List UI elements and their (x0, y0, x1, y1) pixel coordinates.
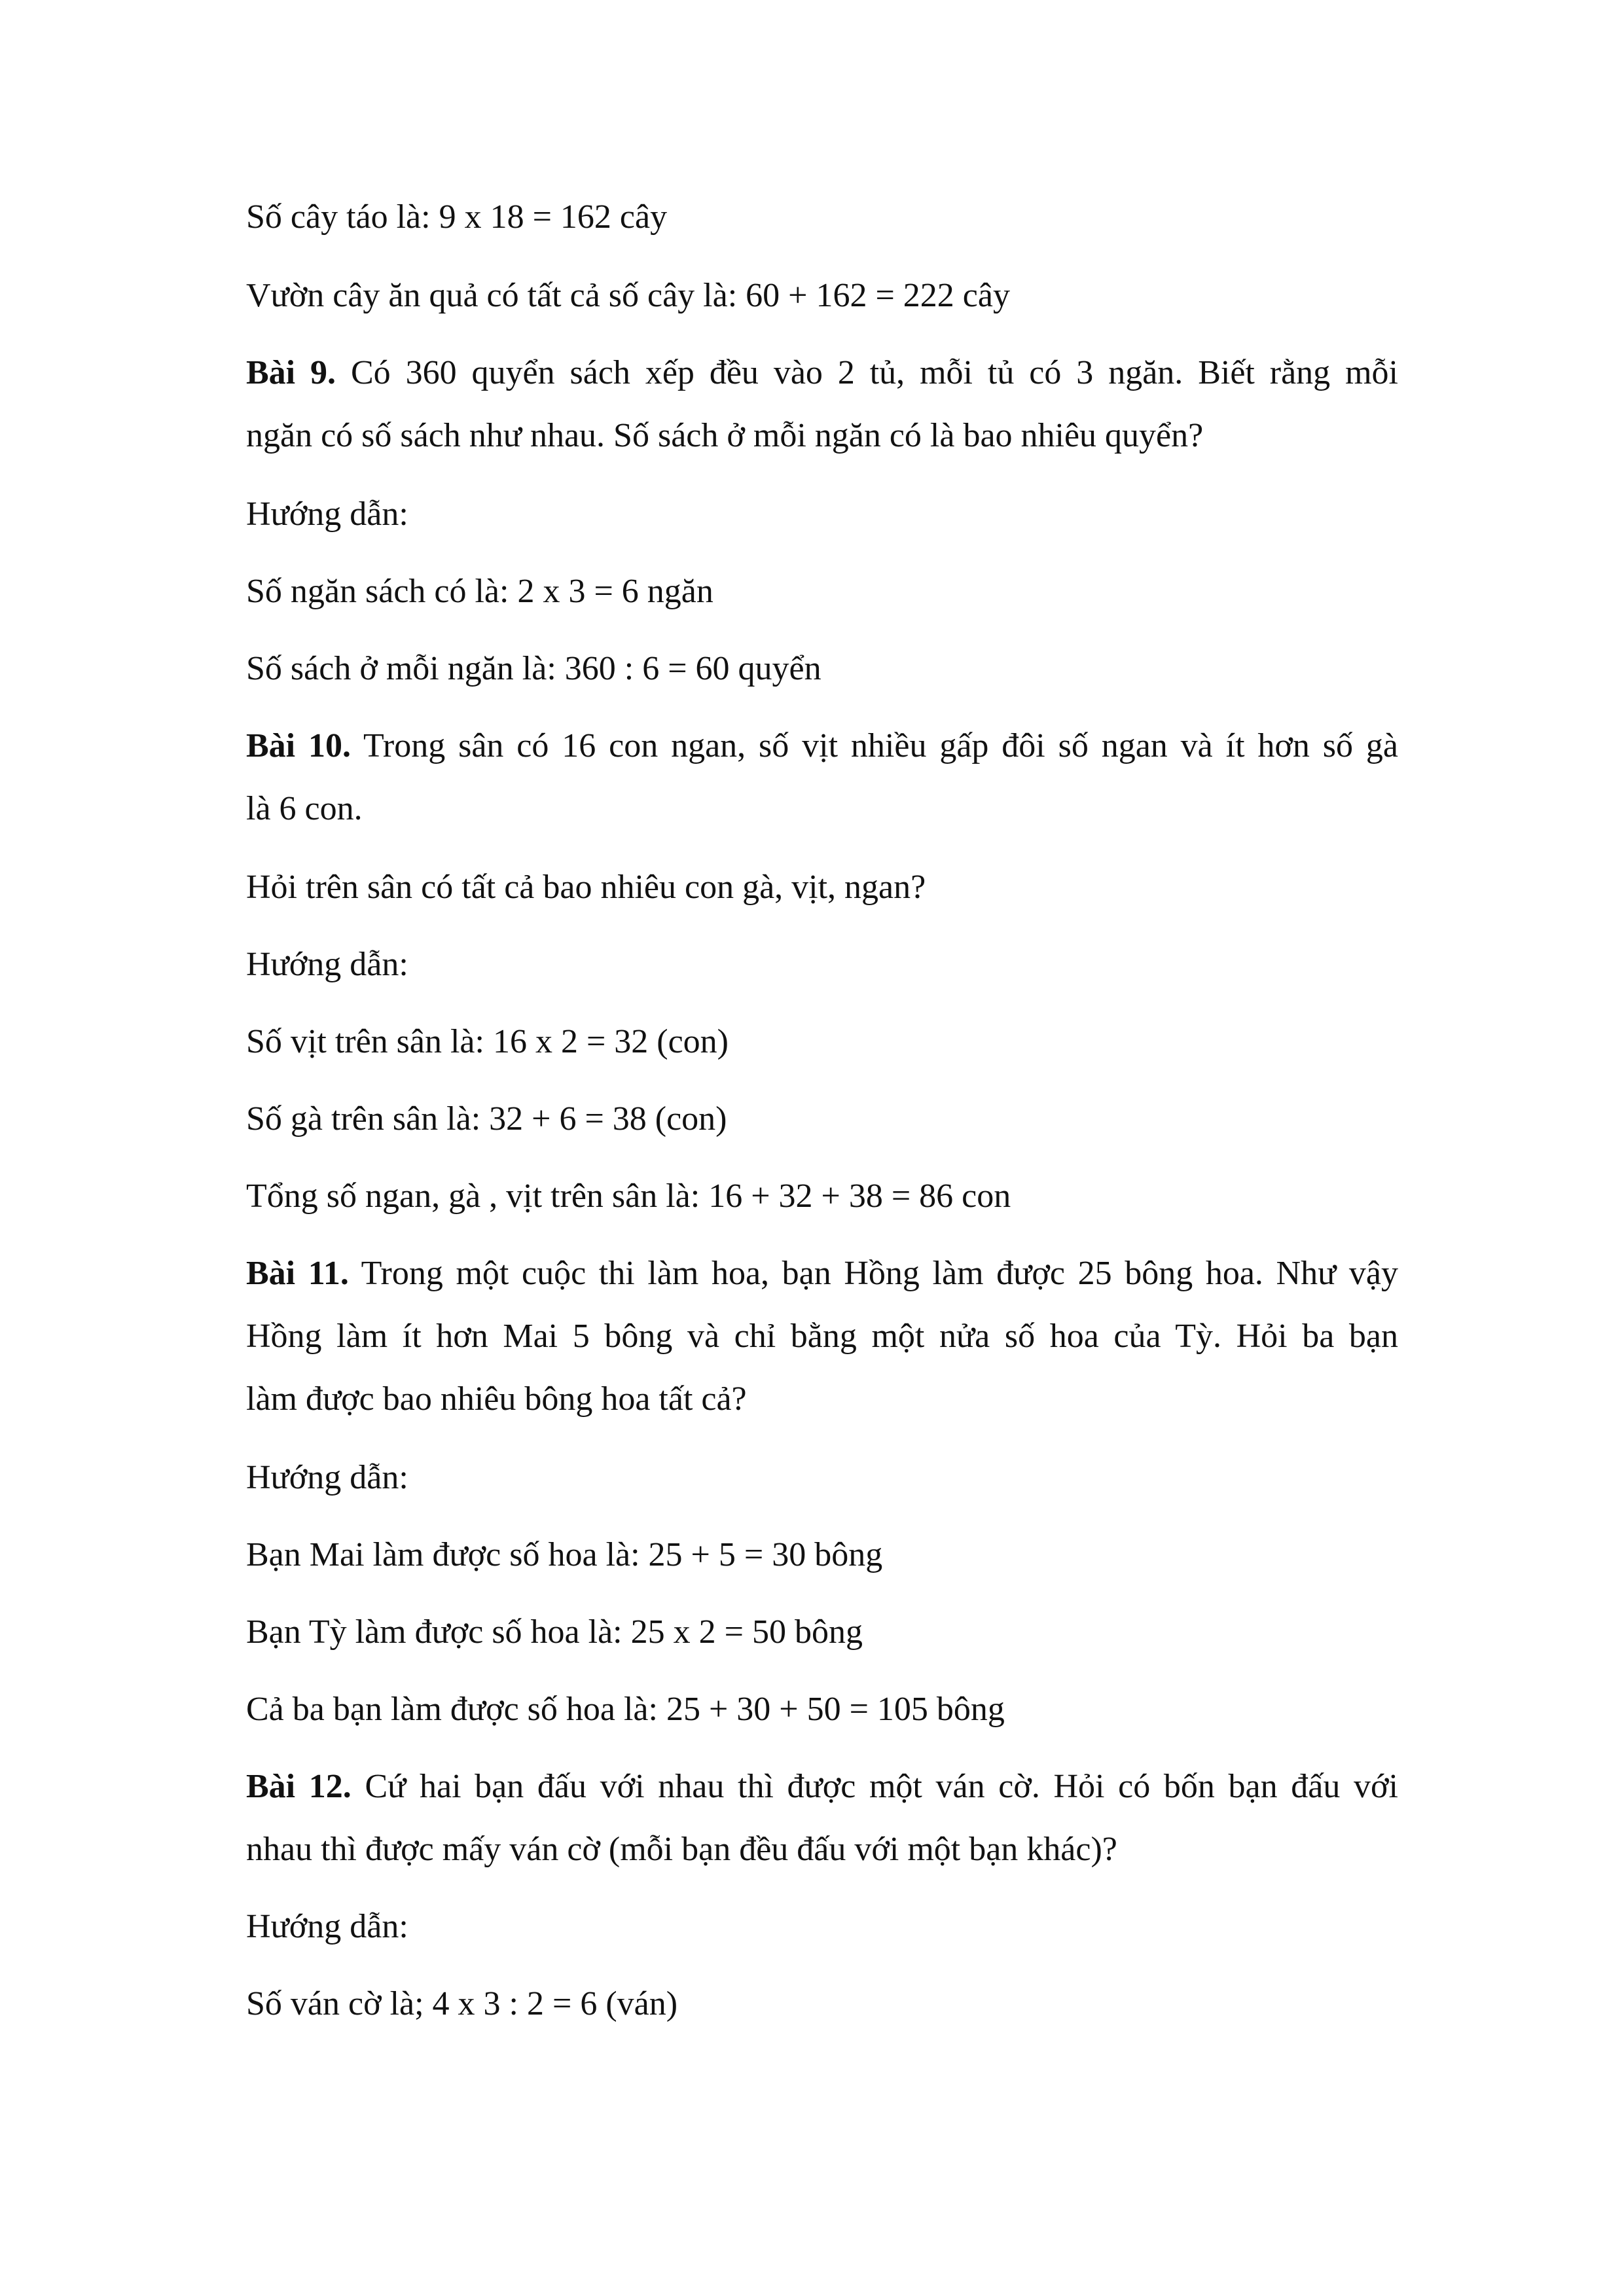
text-line-total-trees: Vườn cây ăn quả có tất cả số cây là: 60 + 162 = 222 cây (246, 277, 1010, 314)
exercise-12-line-2: nhau thì được mấy ván cờ (mỗi bạn đều đấu với một bạn khác)? (246, 1831, 1117, 1868)
exercise-10-text: Trong sân có 16 con ngan, số vịt nhiều gấp đôi số ngan và ít hơn số gà (351, 727, 1398, 764)
exercise-10-label: Bài 10. (246, 727, 352, 764)
exercise-11-label: Bài 11. (246, 1255, 349, 1292)
exercise-10-question: Hỏi trên sân có tất cả bao nhiêu con gà, vịt, ngan? (246, 869, 926, 906)
text-line-apple-trees: Số cây táo là: 9 x 18 = 162 cây (246, 198, 668, 236)
text-line-ty-flowers: Bạn Tỳ làm được số hoa là: 25 x 2 = 50 bông (246, 1613, 863, 1651)
text-line-mai-flowers: Bạn Mai làm được số hoa là: 25 + 5 = 30 bông (246, 1536, 883, 1573)
text-line-books-per-shelf: Số sách ở mỗi ngăn là: 360 : 6 = 60 quyển (246, 650, 821, 687)
exercise-12-line-1 (246, 1767, 1398, 1806)
exercise-12-label: Bài 12. (246, 1768, 352, 1805)
exercise-9-label: Bài 9. (246, 354, 336, 391)
guide-heading: Hướng dẫn: (246, 946, 408, 983)
exercise-10-line-2: là 6 con. (246, 790, 363, 827)
text-line-shelves: Số ngăn sách có là: 2 x 3 = 6 ngăn (246, 573, 713, 610)
text-line-total-flowers: Cả ba bạn làm được số hoa là: 25 + 30 + 50 = 105 bông (246, 1691, 1005, 1728)
text-line-games: Số ván cờ là; 4 x 3 : 2 = 6 (ván) (246, 1985, 678, 2022)
guide-heading: Hướng dẫn: (246, 1459, 408, 1496)
text-line-ducks: Số vịt trên sân là: 16 x 2 = 32 (con) (246, 1023, 729, 1060)
guide-heading: Hướng dẫn: (246, 1908, 408, 1945)
exercise-11-line-1 (246, 1254, 1398, 1293)
exercise-9-line-2: ngăn có số sách như nhau. Số sách ở mỗi ngăn có là bao nhiêu quyển? (246, 417, 1204, 454)
guide-heading: Hướng dẫn: (246, 495, 408, 533)
exercise-12-text: Cứ hai bạn đấu với nhau thì được một ván cờ. Hỏi có bốn bạn đấu với (351, 1768, 1398, 1805)
exercise-9-text: Có 360 quyển sách xếp đều vào 2 tủ, mỗi tủ có 3 ngăn. Biết rằng mỗi (336, 354, 1398, 391)
exercise-11-line-3: làm được bao nhiêu bông hoa tất cả? (246, 1380, 747, 1418)
exercise-10-line-1 (246, 726, 1398, 766)
exercise-11-text: Trong một cuộc thi làm hoa, bạn Hồng làm được 25 bông hoa. Như vậy (348, 1255, 1398, 1292)
text-line-chickens: Số gà trên sân là: 32 + 6 = 38 (con) (246, 1100, 727, 1138)
exercise-11-line-2: Hồng làm ít hơn Mai 5 bông và chỉ bằng một nửa số hoa của Tỳ. Hỏi ba bạn (246, 1318, 1398, 1355)
text-line-total-birds: Tổng số ngan, gà , vịt trên sân là: 16 + 32 + 38 = 86 con (246, 1177, 1011, 1215)
exercise-9-line-1 (246, 353, 1398, 393)
